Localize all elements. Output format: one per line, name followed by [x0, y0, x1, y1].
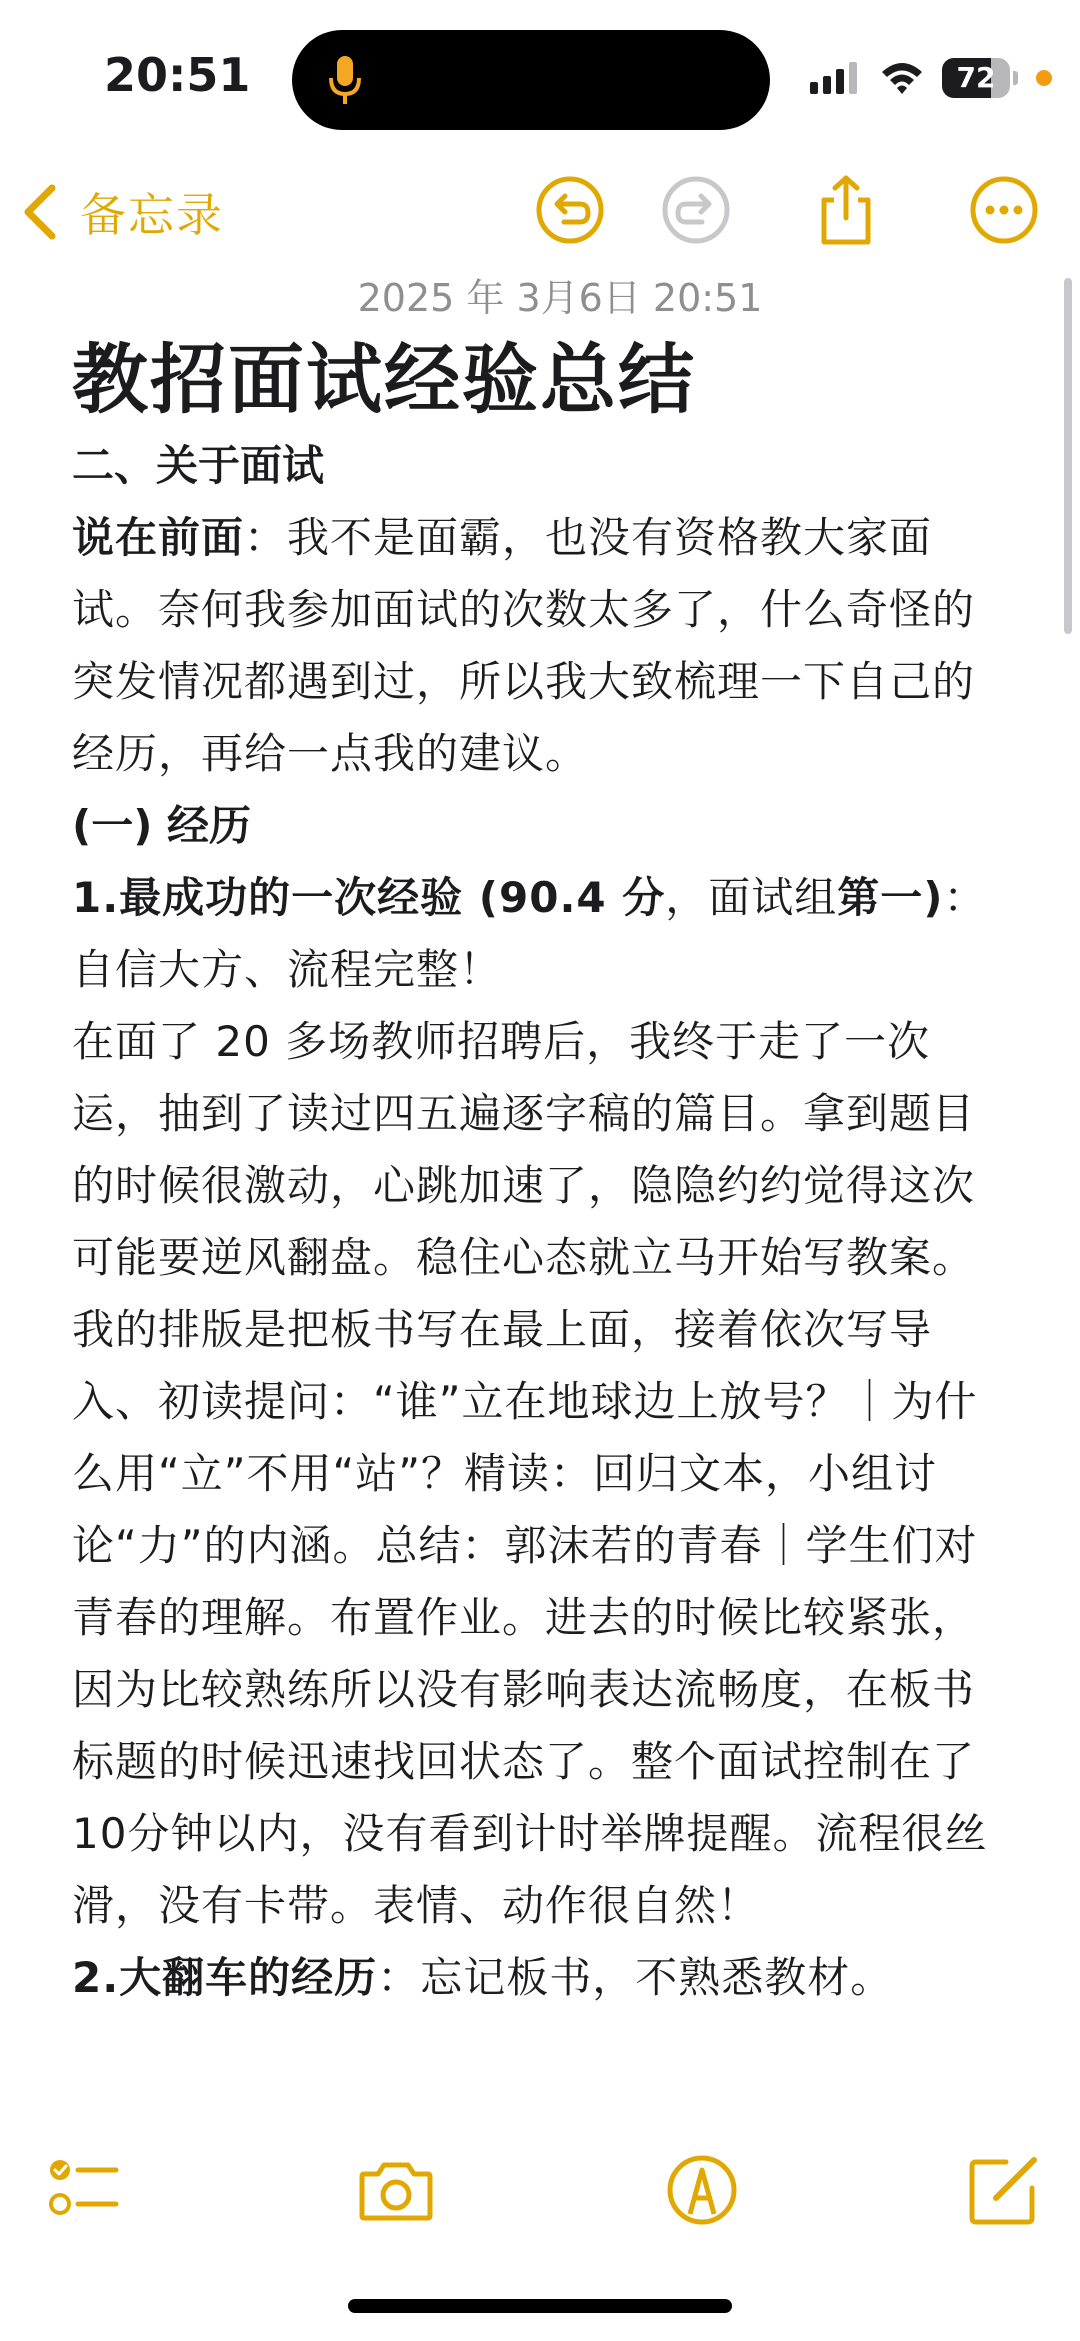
nav-bar	[0, 160, 1080, 260]
microphone-icon	[328, 54, 362, 106]
undo-icon	[534, 174, 606, 246]
compose-button[interactable]	[966, 2152, 1042, 2228]
scroll-indicator[interactable]	[1064, 278, 1072, 634]
intro-paragraph	[72, 502, 1012, 790]
more-button[interactable]	[968, 174, 1040, 246]
wifi-icon	[880, 60, 924, 96]
checklist-button[interactable]	[46, 2152, 122, 2228]
status-icons	[808, 56, 1052, 100]
bottom-toolbar	[0, 2140, 1080, 2341]
item2-heading-bold: 2.大翻车的经历	[72, 1953, 378, 2002]
battery-level: 72	[956, 61, 996, 94]
item2-heading-text: ：忘记板书，不熟悉教材。	[377, 1953, 894, 2002]
section-heading: 二、关于面试	[72, 441, 325, 490]
dynamic-island	[292, 30, 770, 130]
note-content[interactable]	[72, 268, 1012, 2088]
share-icon	[810, 174, 882, 246]
checklist-icon	[46, 2152, 122, 2228]
cellular-signal-icon	[808, 60, 862, 96]
item1-heading-a: 1.最成功的一次经验 (90.4 分	[72, 873, 666, 922]
back-button[interactable]	[22, 172, 224, 252]
back-label: 备忘录	[80, 188, 224, 242]
item1-heading-c: 第一)	[837, 873, 944, 922]
ellipsis-circle-icon	[968, 174, 1040, 246]
pen-tip-circle-icon	[664, 2152, 740, 2228]
markup-button[interactable]	[664, 2152, 740, 2228]
sub-heading: (一) 经历	[72, 801, 252, 850]
item1-heading-b: ，面试组	[665, 873, 838, 922]
status-time: 20:51	[104, 48, 251, 102]
undo-button[interactable]	[534, 174, 606, 246]
chevron-left-icon	[22, 182, 58, 242]
camera-icon	[358, 2152, 434, 2228]
note-date: 2025 年 3月6日 20:51	[357, 276, 763, 320]
home-indicator[interactable]	[348, 2299, 732, 2313]
item2-heading	[72, 1942, 1012, 2014]
redo-icon	[660, 174, 732, 246]
mic-in-use-dot	[1036, 70, 1052, 86]
note-title: 教招面试经验总结	[72, 335, 696, 424]
share-button[interactable]	[810, 174, 882, 246]
item1-heading-d: ：自信大方、流程完整！	[72, 873, 987, 994]
item1-heading	[72, 862, 1012, 1006]
redo-button[interactable]	[660, 174, 732, 246]
intro-lead: 说在前面	[72, 513, 245, 562]
compose-icon	[966, 2152, 1042, 2228]
item1-body: 在面了 20 多场教师招聘后，我终于走了一次运，抽到了读过四五遍逐字稿的篇目。拿到题目的时候很激动，心跳加速了，隐隐约约觉得这次可能要逆风翻盘。稳住心态就立马开始写教案。我的排版是把板书写在最上面，接着依次写导入、初读提问：“谁”立在地球边上放号？｜为什么用“立”不用“站”？精读：回归文本，小组讨论“力”的内涵。总结：郭沫若的青春｜学生们对青春的理解。布置作业。进去的时候比较紧张，因为比较熟练所以没有影响表达流畅度，在板书标题的时候迅速找回状态了。整个面试控制在了10分钟以内，没有看到计时举牌提醒。流程很丝滑，没有卡带。表情、动作很自然！	[72, 1017, 988, 1930]
battery-icon	[942, 58, 1018, 98]
camera-button[interactable]	[358, 2152, 434, 2228]
status-bar	[0, 0, 1080, 160]
intro-text: ：我不是面霸，也没有资格教大家面试。奈何我参加面试的次数太多了，什么奇怪的突发情况都遇到过，所以我大致梳理一下自己的经历，再给一点我的建议。	[72, 513, 976, 778]
